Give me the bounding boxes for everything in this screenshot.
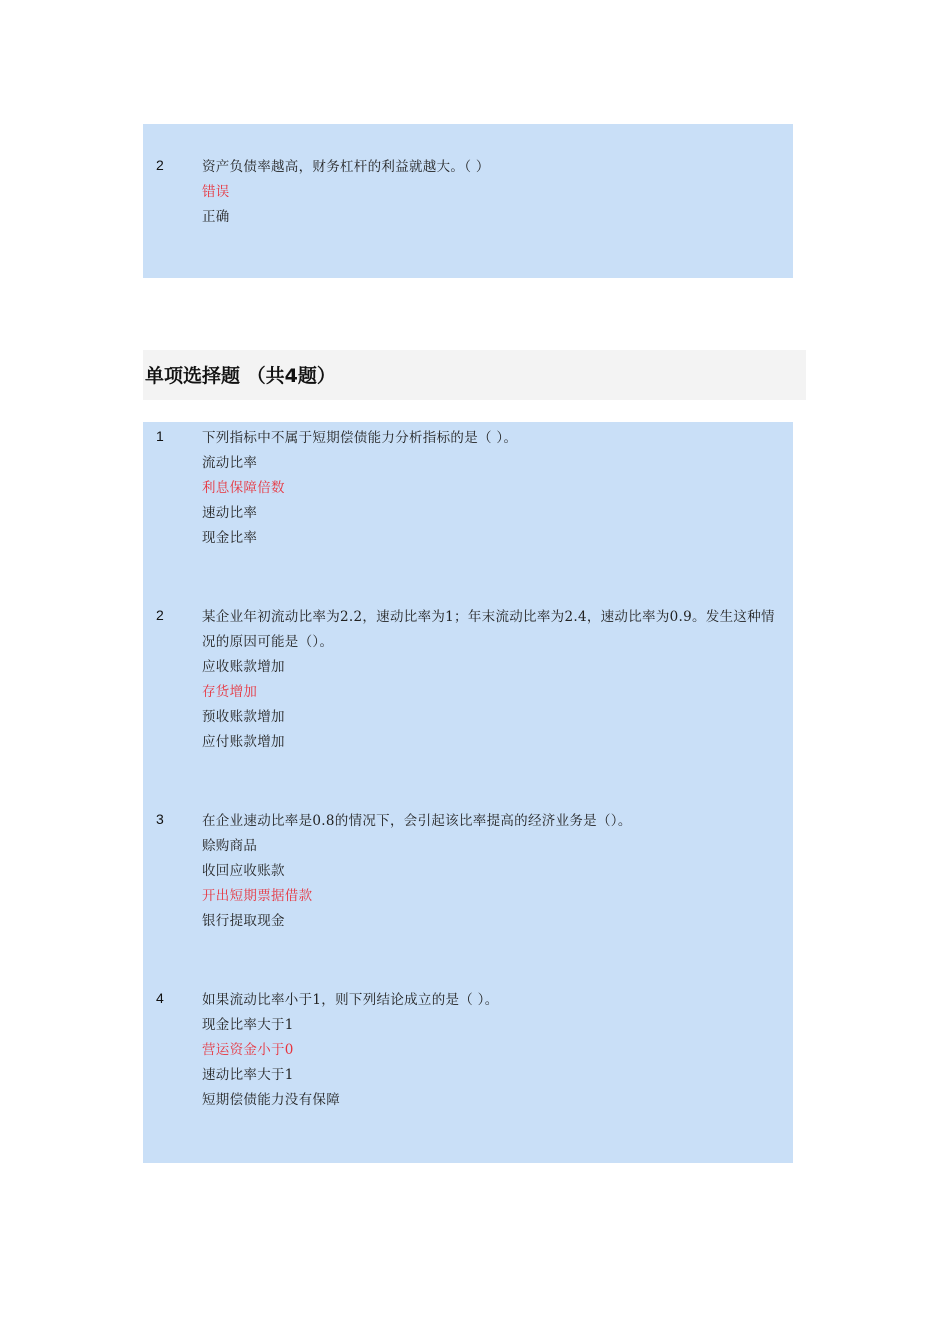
option: 速动比率大于1 [202,1067,294,1083]
question-text: 下列指标中不属于短期偿债能力分析指标的是（ ）。 [202,430,518,446]
section-header: 单项选择题 （共4题） [143,350,806,400]
question-text: 如果流动比率小于1，则下列结论成立的是（ ）。 [202,992,499,1008]
single-choice-panel [143,422,793,1163]
option: 应付账款增加 [202,734,285,750]
question-body [202,809,782,934]
option-correct: 营运资金小于0 [202,1042,294,1058]
option: 流动比率 [202,455,258,471]
question-number: 2 [156,607,164,623]
question-body [202,426,782,551]
option: 速动比率 [202,505,258,521]
question-text: 在企业速动比率是0.8的情况下，会引起该比率提高的经济业务是（）。 [202,813,632,829]
question-body [202,988,782,1113]
question-number: 2 [156,157,164,173]
question-body [202,155,782,230]
option: 赊购商品 [202,838,258,854]
true-false-panel [143,124,793,278]
question-text: 某企业年初流动比率为2.2，速动比率为1；年末流动比率为2.4，速动比率为0.9。发生这种情况的原因可能是（）。 [202,609,775,650]
question-number: 1 [156,428,164,444]
option-correct: 开出短期票据借款 [202,888,313,904]
option: 银行提取现金 [202,913,285,929]
question-number: 3 [156,811,164,827]
option: 预收账款增加 [202,709,285,725]
question-body [202,605,782,755]
option: 短期偿债能力没有保障 [202,1092,340,1108]
option-correct: 利息保障倍数 [202,480,285,496]
option: 现金比率大于1 [202,1017,294,1033]
option: 正确 [202,209,230,225]
option: 收回应收账款 [202,863,285,879]
option-correct: 错误 [202,184,230,200]
option: 应收账款增加 [202,659,285,675]
question-text: 资产负债率越高，财务杠杆的利益就越大。（ ） [202,159,490,175]
option: 现金比率 [202,530,258,546]
option-correct: 存货增加 [202,684,258,700]
question-number: 4 [156,990,164,1006]
